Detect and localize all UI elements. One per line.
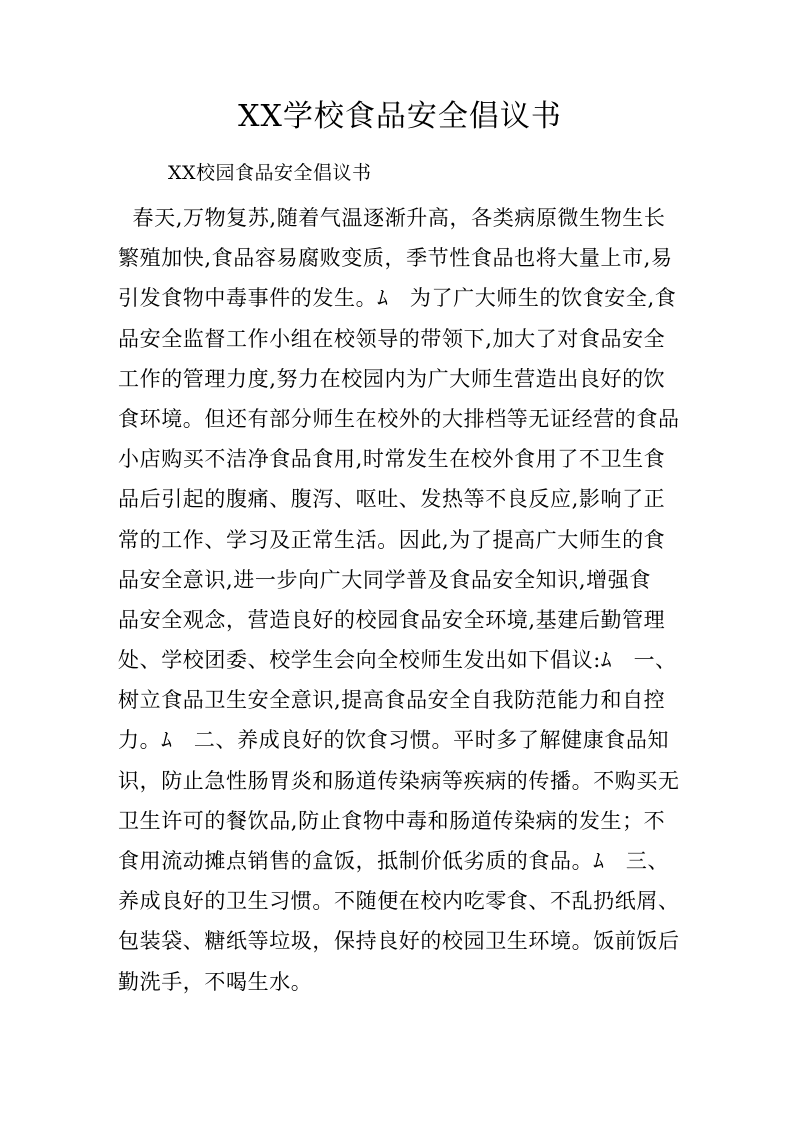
body-line: 食用流动摊点销售的盒饭，抵制价低劣质的食品。ﾑ 三、 xyxy=(118,849,670,873)
body-line: 品安全监督工作小组在校领导的带领下,加大了对食品安全 xyxy=(118,326,666,351)
body-line: 勤洗手，不喝生水。 xyxy=(118,969,313,994)
body-line: 品安全观念，营造良好的校园食品安全环境,基建后勤管理 xyxy=(118,607,666,632)
body-line: 卫生许可的餐饮品,防止食物中毒和肠道传染病的发生；不 xyxy=(118,808,666,833)
body-line: 识，防止急性肠胃炎和肠道传染病等疾病的传播。不购买无 xyxy=(118,768,680,793)
body-line: 春天,万物复苏,随着气温逐渐升高，各类病原微生物生长 xyxy=(118,206,666,230)
body-line: 引发食物中毒事件的发生。ﾑ 为了广大师生的饮食安全,食 xyxy=(118,286,677,311)
document-subtitle: XX校园食品安全倡议书 xyxy=(168,162,372,184)
body-line: 小店购买不洁净食品食用,时常发生在校外食用了不卫生食 xyxy=(118,447,666,472)
body-line: 包装袋、糖纸等垃圾，保持良好的校园卫生环境。饭前饭后 xyxy=(118,929,680,954)
body-line: 力。ﾑ 二、养成良好的饮食习惯。平时多了解健康食品知 xyxy=(118,728,670,753)
body-line: 树立食品卫生安全意识,提高食品安全自我防范能力和自控 xyxy=(118,688,666,713)
body-line: 常的工作、学习及正常生活。因此,为了提高广大师生的食 xyxy=(118,527,666,552)
body-line: 食环境。但还有部分师生在校外的大排档等无证经营的食品 xyxy=(118,406,680,431)
body-line: 处、学校团委、校学生会向全校师生发出如下倡议:ﾑ 一、 xyxy=(118,648,677,673)
body-line: 品后引起的腹痛、腹泻、呕吐、发热等不良反应,影响了正 xyxy=(118,487,666,512)
body-line: 工作的管理力度,努力在校园内为广大师生营造出良好的饮 xyxy=(118,366,666,391)
body-line: 繁殖加快,食品容易腐败变质，季节性食品也将大量上市,易 xyxy=(118,246,673,271)
document-title: XX学校食品安全倡议书 xyxy=(238,99,562,134)
document-body xyxy=(118,198,688,1002)
body-line: 养成良好的卫生习惯。不随便在校内吃零食、不乱扔纸屑、 xyxy=(118,889,680,914)
body-line: 品安全意识,进一步向广大同学普及食品安全知识,增强食 xyxy=(118,567,651,592)
